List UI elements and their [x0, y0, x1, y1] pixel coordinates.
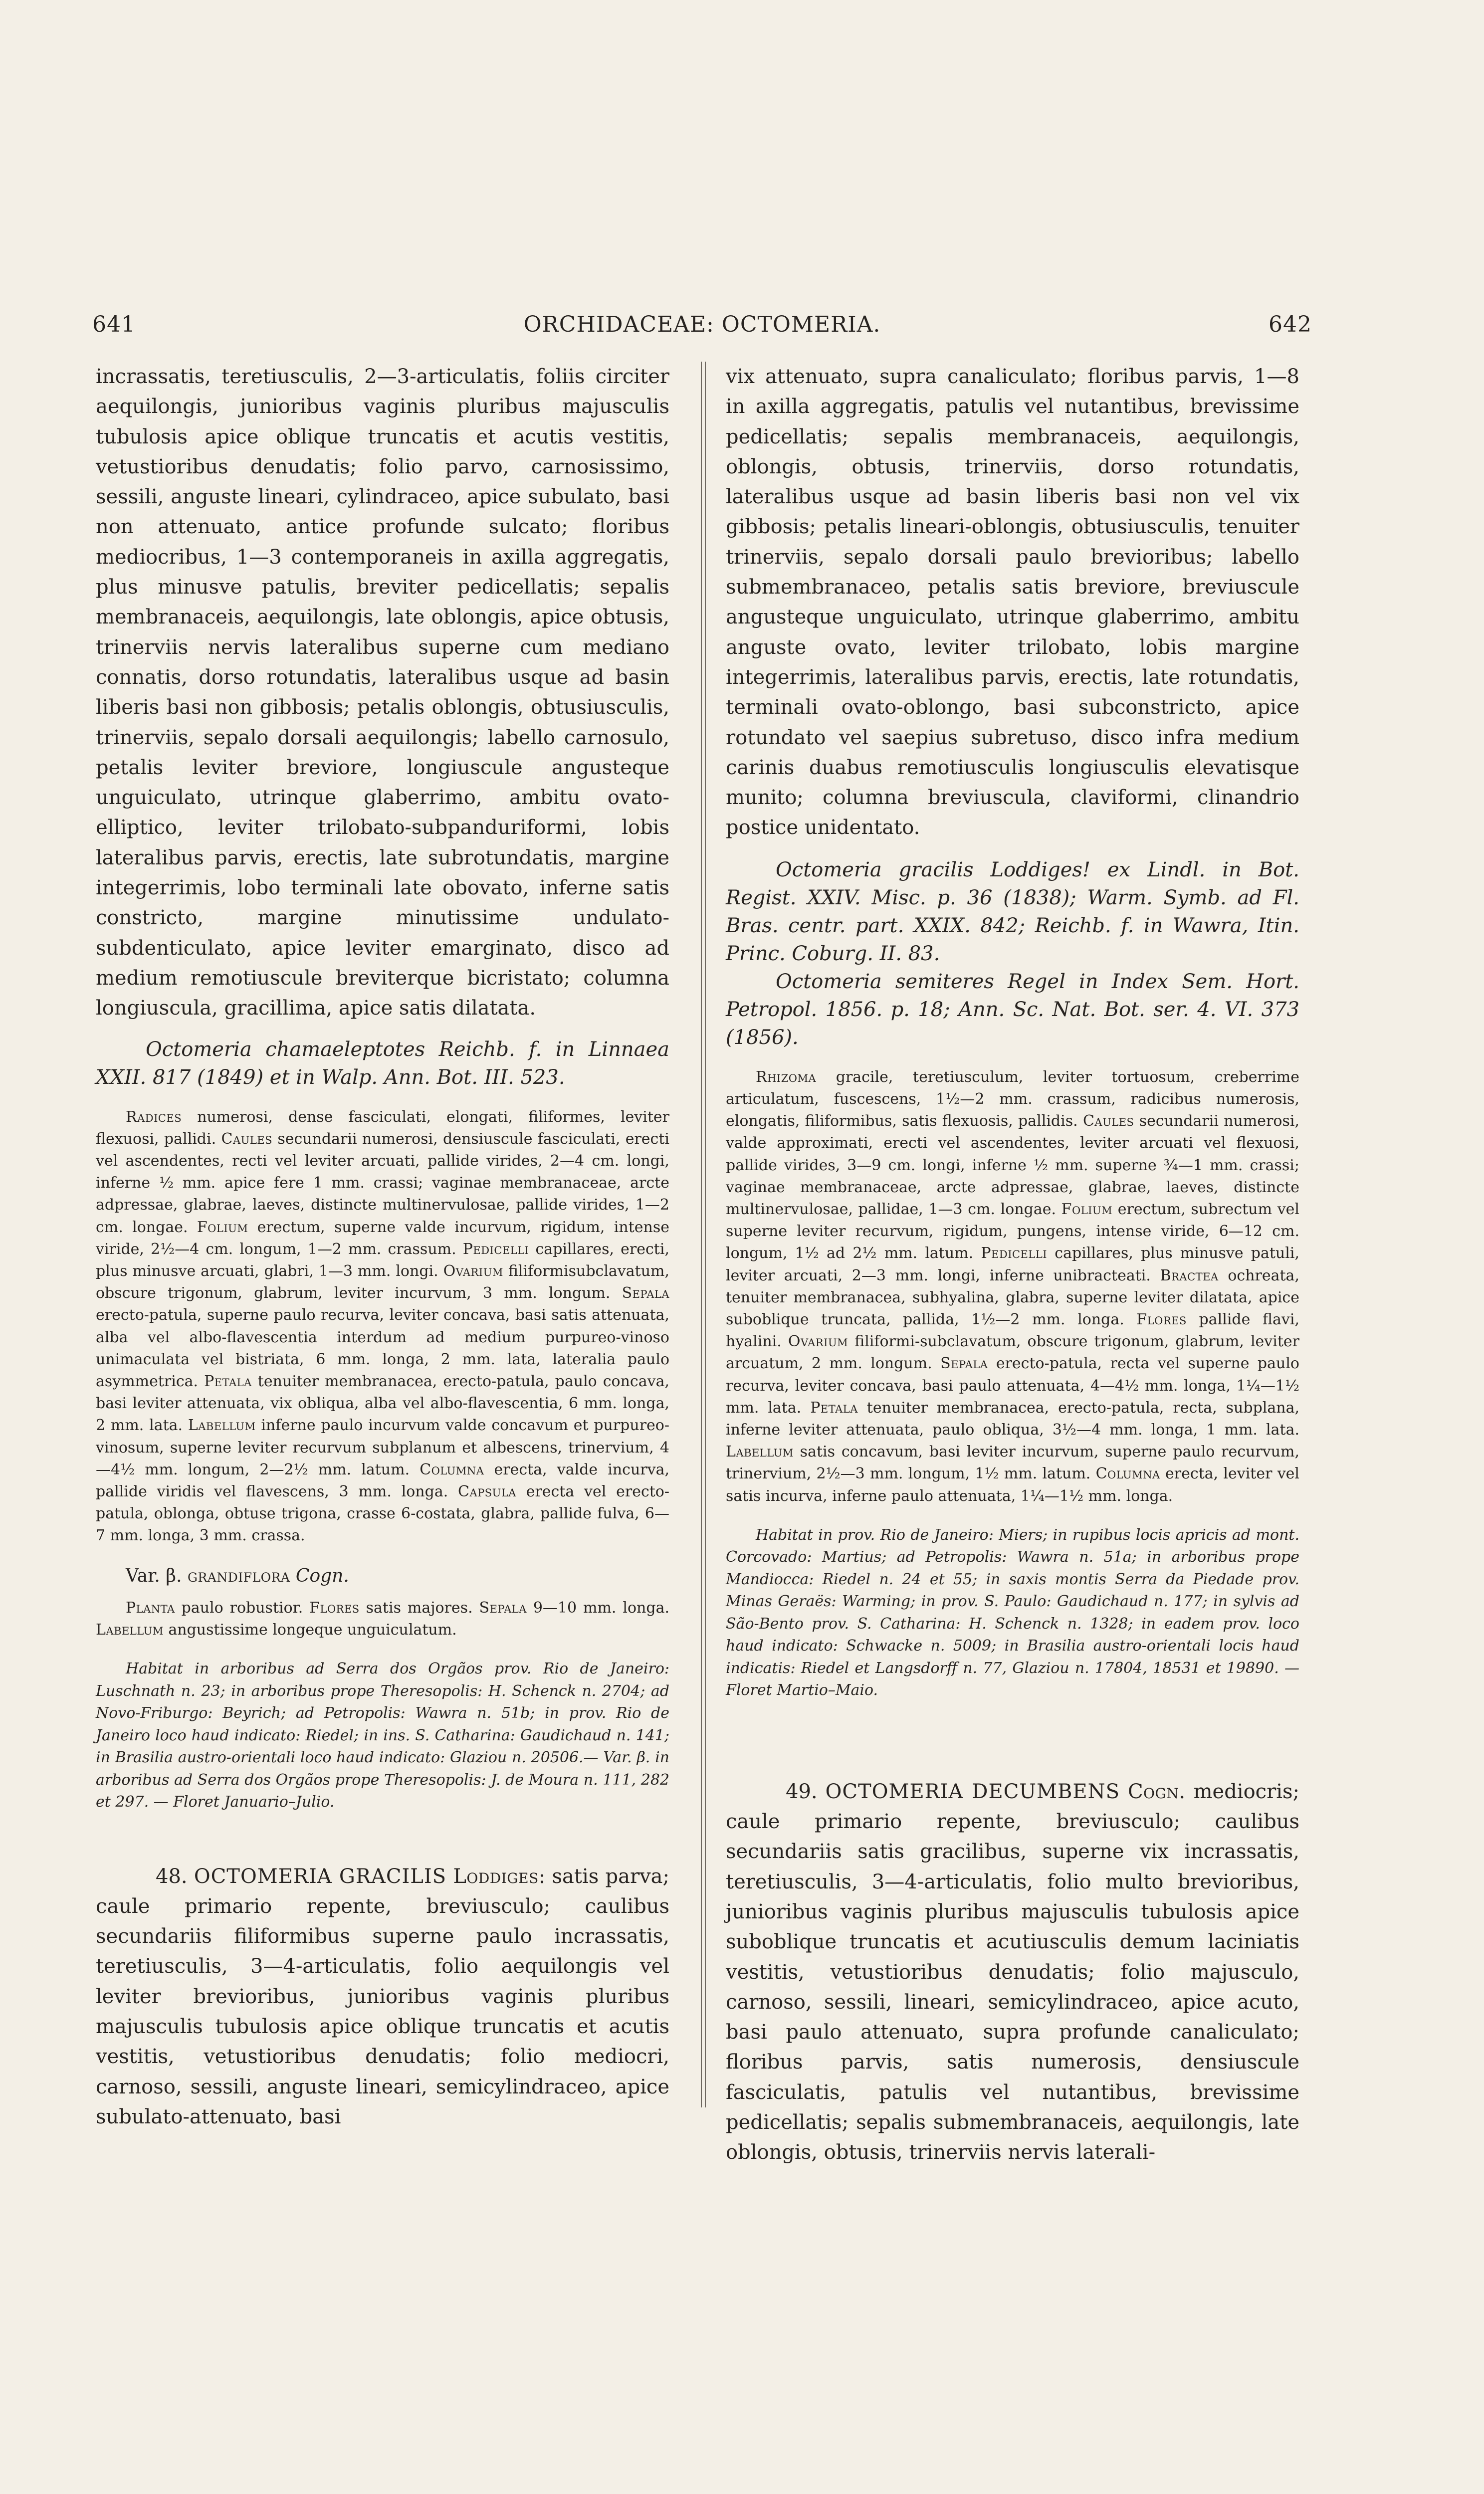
right-column	[726, 362, 1299, 2168]
synonym-citation: Octomeria semiteres Regel in Index Sem. Hort. Petropol. 1856. p. 18; Ann. Sc. Nat. Bot. ser. 4. VI. 373 (1856).	[726, 970, 1299, 1049]
page-number-right: 642	[1269, 312, 1312, 337]
running-header	[92, 312, 1312, 347]
species-49-description: 49. OCTOMERIA DECUMBENS Cogn. mediocris; caule primario repente, breviusculo; caulibus secundariis satis gracilibus, superne vix incrassatis, teretiusculis, 3—4-articulatis, folio multo brevioribus, junioribus vaginis pluribus majusculis tubulosis apice suboblique truncatis et acutiusculis demum laciniatis vestitis, vetustioribus denudatis; folio majusculo, carnoso, sessili, lineari, semicylindraceo, apice acuto, basi paulo attenuato, supra profunde canaliculato; floribus parvis, satis numerosis, densiuscule fasciculatis, patulis vel nutantibus, brevissime pedicellatis; sepalis submembranaceis, aequilongis, late oblongis, obtusis, trinerviis nervis laterali-	[726, 1780, 1299, 2164]
species-48-description-continued: vix attenuato, supra canaliculato; floribus parvis, 1—8 in axilla aggregatis, patulis vel nutantibus, brevissime pedicellatis; sepalis membranaceis, aequilongis, oblongis, obtusis, trinerviis, dorso rotundatis, lateralibus usque ad basin liberis basi non vel vix gibbosis; petalis lineari-oblongis, obtusiusculis, tenuiter trinerviis, sepalo dorsali paulo brevioribus; labello submembranaceo, petalis satis breviore, breviuscule angusteque unguiculato, utrinque glaberrimo, ambitu anguste ovato, leviter trilobato, lobis margine integerrimis, lateralibus parvis, erectis, late rotundatis, terminali ovato-oblongo, basi subconstricto, apice rotundato vel saepius subretuso, disco infra medium carinis duabus remotiusculis longiusculis elevatisque munito; columna breviuscula, claviformi, clinandrio postice unidentato.	[726, 365, 1299, 839]
habitat-paragraph: Habitat in prov. Rio de Janeiro: Miers; in rupibus locis apricis ad mont. Corcovado: Martius; ad Petropolis: Wawra n. 51a; in arboribus prope Mandiocca: Riedel n. 24 et 55; in saxis montis Serra da Piedade prov. Minas Geraës: Warming; in prov. S. Paulo: Gaudichaud n. 177; in sylvis ad São-Bento prov. S. Catharina: H. Schenck n. 1328; in eadem prov. loco haud indicato: Schwacke n. 5009; in Brasilia austro-orientali locis haud indicatis: Riedel et Langsdorff n. 77, Glaziou n. 17804, 18531 et 19890. — Floret Martio–Maio.	[726, 1526, 1299, 1699]
morphology-description: Rhizoma gracile, teretiusculum, leviter tortuosum, creberrime articulatum, fuscescens, 1½—2 mm. crassum, radicibus numerosis, elongatis, filiformibus, satis flexuosis, pallidis. Caules secundarii numerosi, valde approximati, erecti vel ascendentes, leviter arcuati vel flexuosi, pallide virides, 3—9 cm. longi, inferne ½ mm. superne ¾—1 mm. crassi; vaginae membranaceae, arcte adpressae, glabrae, laeves, distincte multinervulosae, pallidae, 1—3 cm. longae. Folium erectum, subrectum vel superne leviter recurvum, rigidum, pungens, intense viride, 6—12 cm. longum, 1½ ad 2½ mm. latum. Pedicelli capillares, plus minusve patuli, leviter arcuati, 2—3 mm. longi, inferne unibracteati. Bractea ochreata, tenuiter membranacea, subhyalina, glabra, superne leviter dilatata, apice suboblique truncata, pallida, 1½—2 mm. longa. Flores pallide flavi, hyalini. Ovarium filiformi-subclavatum, obscure trigonum, glabrum, leviter arcuatum, 2 mm. longum. Sepala erecto-patula, recta vel superne paulo recurva, leviter concava, basi paulo attenuata, 4—4½ mm. longa, 1¼—1½ mm. lata. Petala tenuiter membranacea, erecto-patula, recta, subplana, inferne leviter attenuata, paulo obliqua, 3½—4 mm. longa, 1 mm. lata. Labellum satis concavum, basi leviter incurvum, superne paulo recurvum, trinervium, 2½—3 mm. longum, 1½ mm. latum. Columna erecta, leviter vel satis incurva, inferne paulo attenuata, 1¼—1½ mm. longa.	[726, 1068, 1299, 1505]
page-number-left: 641	[92, 312, 136, 337]
running-title: ORCHIDACEAE: OCTOMERIA.	[523, 312, 881, 337]
variety-description: Planta paulo robustior. Flores satis majores. Sepala 9—10 mm. longa. Labellum angustissime longeque unguiculatum.	[96, 1599, 670, 1639]
variety-heading: Var. β. grandiflora Cogn.	[126, 1565, 349, 1586]
habitat-paragraph: Habitat in arboribus ad Serra dos Orgãos prov. Rio de Janeiro: Luschnath n. 23; in arboribus prope Theresopolis: H. Schenck n. 2704; ad Novo-Friburgo: Beyrich; ad Petropolis: Wawra n. 51b; in prov. Rio de Janeiro loco haud indicato: Riedel; in ins. S. Catharina: Gaudichaud n. 141; in Brasilia austro-orientali loco haud indicato: Glaziou n. 20506.— Var. β. in arboribus ad Serra dos Orgãos prope Theresopolis: J. de Moura n. 111, 282 et 297. — Floret Januario–Julio.	[96, 1660, 669, 1811]
left-column	[96, 362, 669, 2132]
synonym-citation: Octomeria chamaeleptotes Reichb. f. in Linnaea XXII. 817 (1849) et in Walp. Ann. Bot. III. 523.	[96, 1038, 669, 1089]
column-rule-2	[705, 362, 706, 2107]
morphology-description: Radices numerosi, dense fasciculati, elongati, filiformes, leviter flexuosi, pallidi. Caules secundarii numerosi, densiuscule fasciculati, erecti vel ascendentes, recti vel leviter arcuati, pallide virides, 2—4 cm. longi, inferne ½ mm. apice fere 1 mm. crassi; vaginae membranaceae, arcte adpressae, glabrae, laeves, distincte multinervulosae, pallide virides, 1—2 cm. longae. Folium erectum, superne valde incurvum, rigidum, intense viride, 2½—4 cm. longum, 1—2 mm. crassum. Pedicelli capillares, erecti, plus minusve arcuati, glabri, 1—3 mm. longi. Ovarium filiformisubclavatum, obscure trigonum, glabrum, leviter incurvum, 3 mm. longum. Sepala erecto-patula, superne paulo recurva, leviter concava, basi satis attenuata, alba vel albo-flavescentia interdum ad medium purpureo-vinoso unimaculata vel bistriata, 6 mm. longa, 2 mm. lata, lateralia paulo asymmetrica. Petala tenuiter membranacea, erecto-patula, paulo concava, basi leviter attenuata, vix obliqua, alba vel albo-flavescentia, 6 mm. longa, 2 mm. lata. Labellum inferne paulo incurvum valde concavum et purpureo-vinosum, superne leviter recurvum subplanum et albescens, trinervium, 4—4½ mm. longum, 2—2½ mm. latum. Columna erecta, valde incurva, pallide viridis vel flavescens, 3 mm. longa. Capsula erecta vel erecto-patula, oblonga, obtuse trigona, crasse 6-costata, glabra, pallide fulva, 6—7 mm. longa, 3 mm. crassa.	[96, 1108, 670, 1545]
species-description-continued: incrassatis, teretiusculis, 2—3-articulatis, foliis circiter aequilongis, junioribus vaginis pluribus majusculis tubulosis apice oblique truncatis et acutis vestitis, vetustioribus denudatis; folio parvo, carnosissimo, sessili, anguste lineari, cylindraceo, apice subulato, basi non attenuato, antice profunde sulcato; floribus mediocribus, 1—3 contemporaneis in axilla aggregatis, plus minusve patulis, breviter pedicellatis; sepalis membranaceis, aequilongis, late oblongis, apice obtusis, trinerviis nervis lateralibus superne cum mediano connatis, dorso rotundatis, lateralibus usque ad basin liberis basi non gibbosis; petalis oblongis, obtusiusculis, trinerviis, sepalo dorsali aequilongis; labello carnosulo, petalis leviter breviore, longiuscule angusteque unguiculato, utrinque glaberrimo, ambitu ovato-elliptico, leviter trilobato-subpanduriformi, lobis lateralibus parvis, erectis, late subrotundatis, margine integerrimis, lobo terminali late obovato, inferne satis constricto, margine minutissime undulato-subdenticulato, apice leviter emarginato, disco ad medium remotiuscule breviterque bicristato; columna longiuscula, gracillima, apice satis dilatata.	[96, 365, 669, 1020]
species-48-description: 48. OCTOMERIA GRACILIS Loddiges: satis parva; caule primario repente, breviusculo; caulibus secundariis filiformibus superne paulo incrassatis, teretiusculis, 3—4-articulatis, folio aequilongis vel leviter brevioribus, junioribus vaginis pluribus majusculis tubulosis apice oblique truncatis et acutis vestitis, vetustioribus denudatis; folio mediocri, carnoso, sessili, anguste lineari, semicylindraceo, apice subulato-attenuato, basi	[96, 1865, 670, 2128]
primary-citation: Octomeria gracilis Loddiges! ex Lindl. in Bot. Regist. XXIV. Misc. p. 36 (1838); Warm. Symb. ad Fl. Bras. centr. part. XXIX. 842; Reichb. f. in Wawra, Itin. Princ. Coburg. II. 83.	[726, 858, 1299, 965]
column-rule-1	[701, 362, 702, 2107]
